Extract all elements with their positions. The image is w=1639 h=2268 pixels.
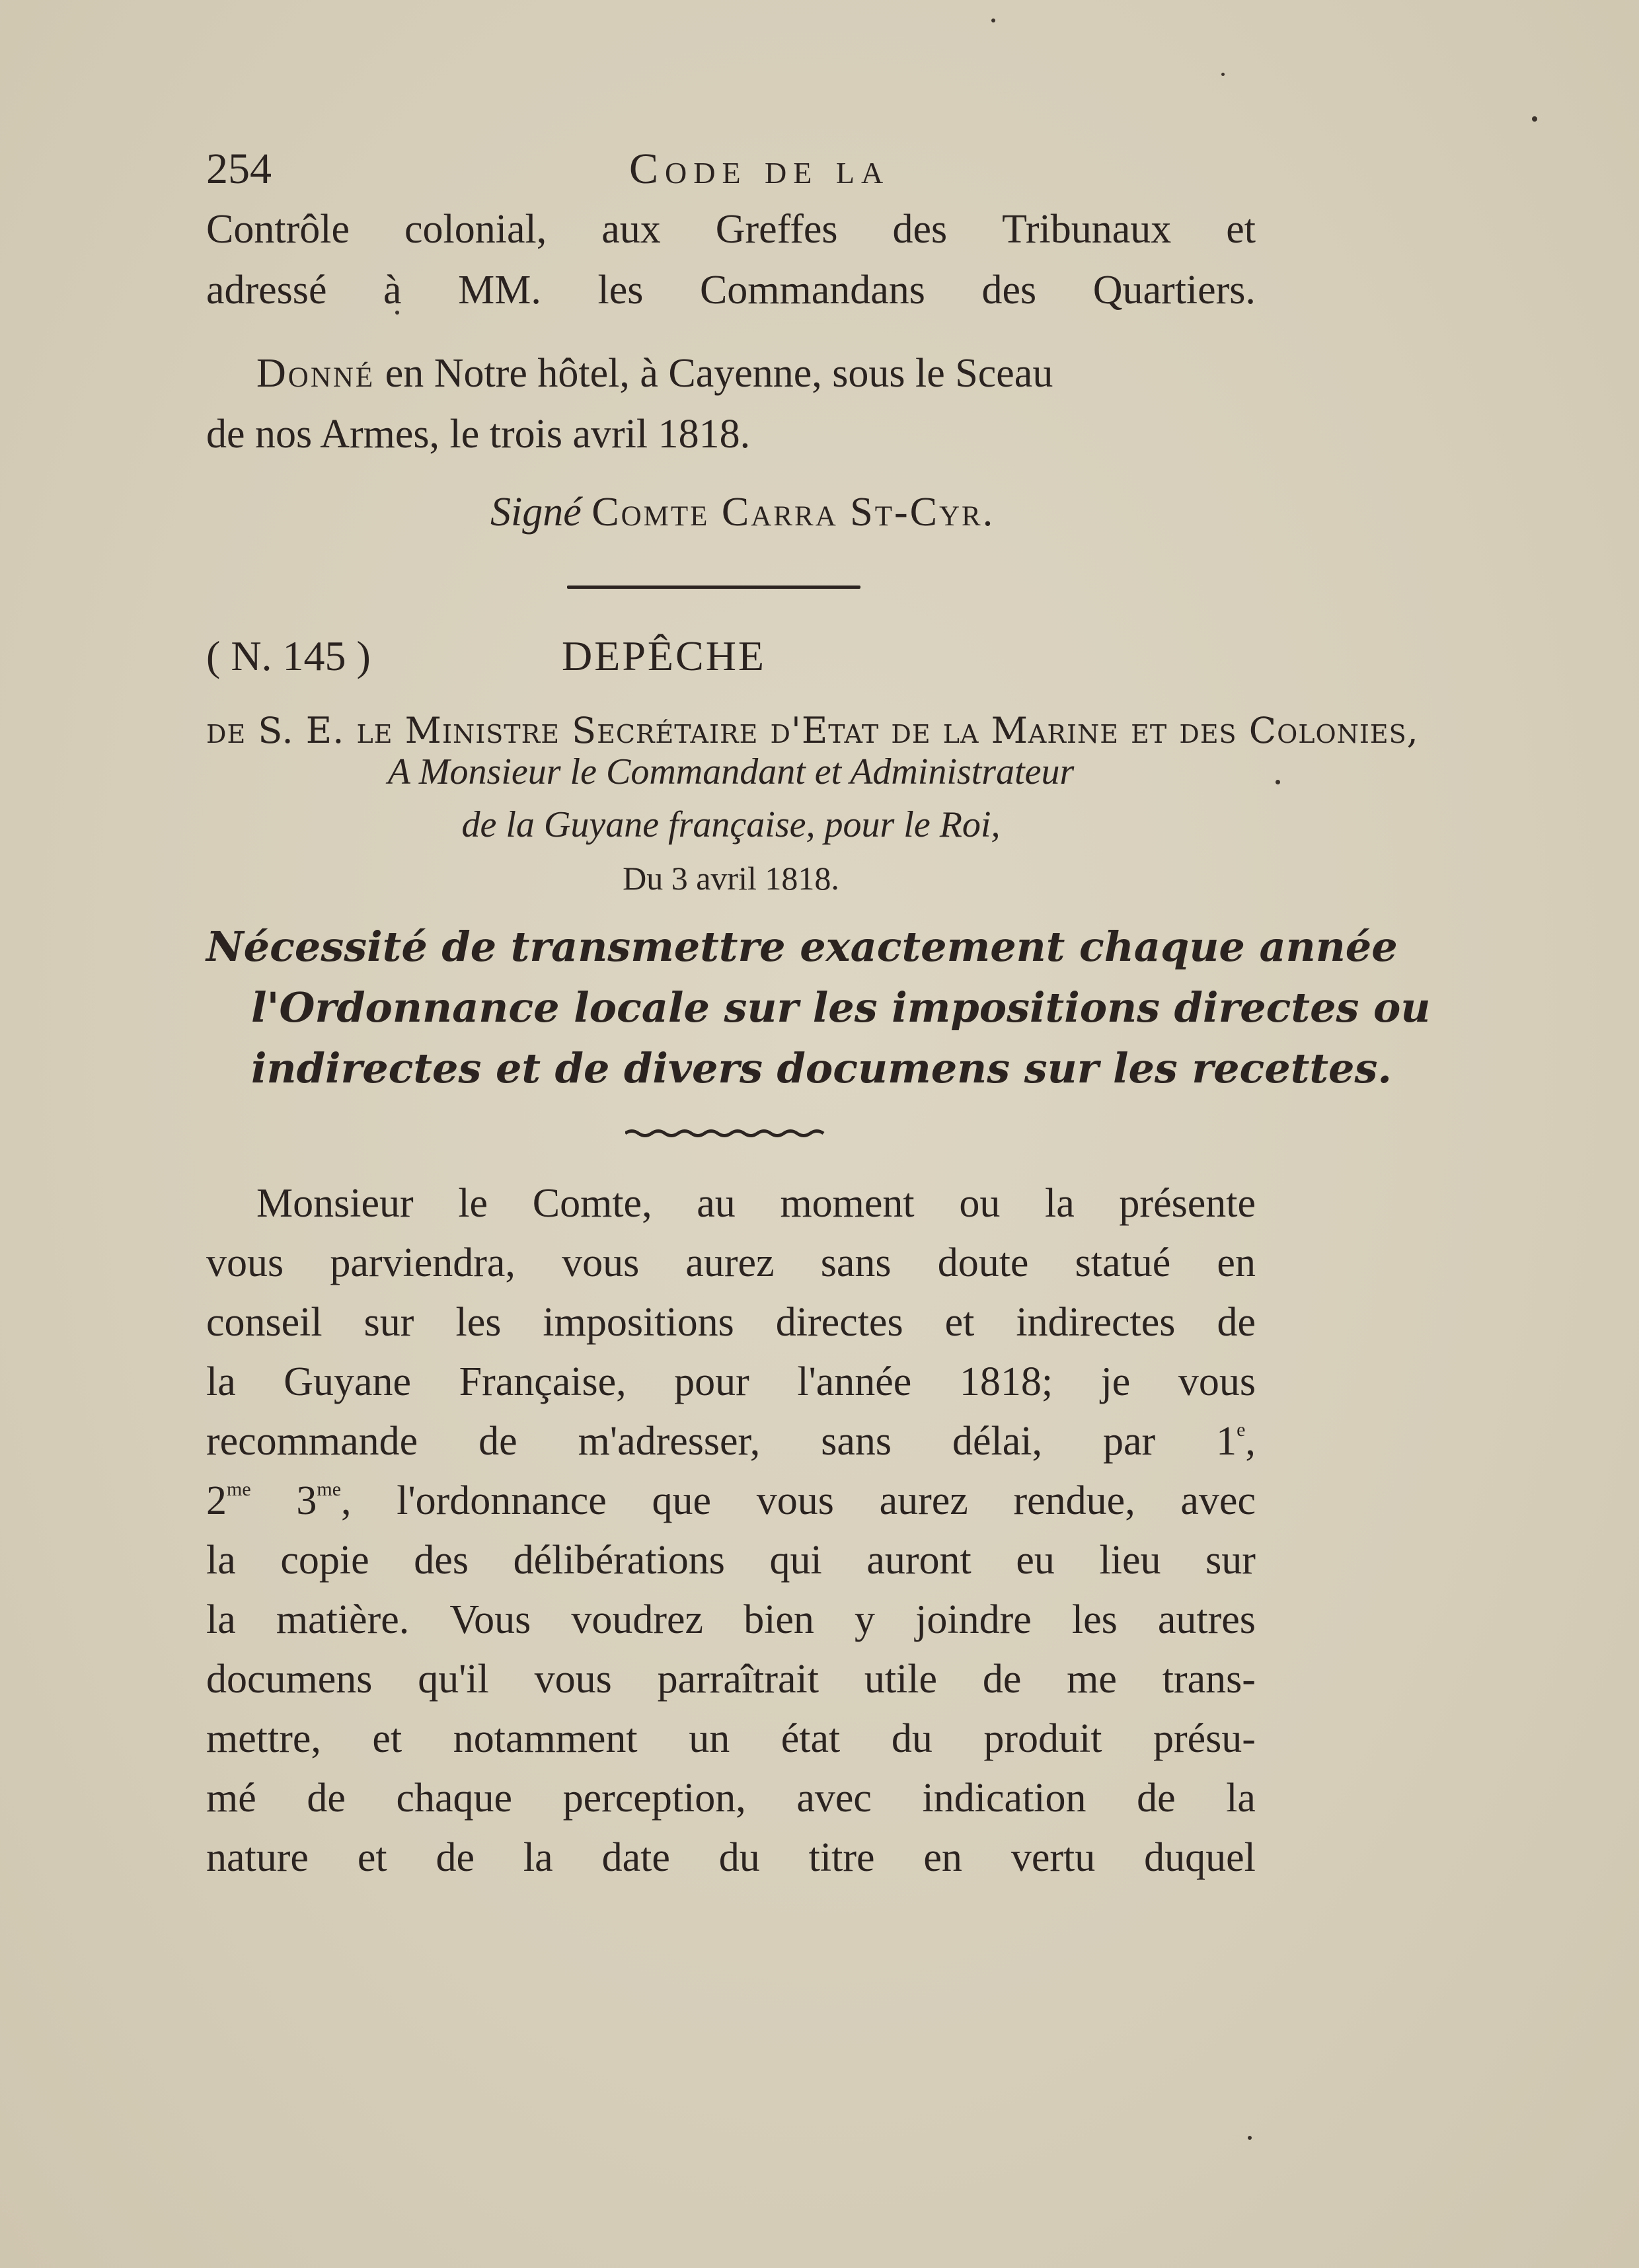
word: $2^{me}$ (206, 1478, 251, 1523)
word: duquel (1144, 1835, 1256, 1880)
dispatch-to: de la Guyane française, pour le Roi, (461, 804, 1001, 845)
word: doute (937, 1240, 1029, 1285)
dispatch-to: A Monsieur le Commandant et Administrateur (387, 751, 1075, 792)
word: les (1071, 1597, 1118, 1642)
word: présente (1119, 1181, 1256, 1226)
word: sur (1205, 1538, 1256, 1583)
word: l'ordonnance (397, 1478, 607, 1523)
word: vous (756, 1478, 834, 1523)
word: utile (864, 1657, 938, 1702)
word: indirectes (1016, 1300, 1176, 1345)
dispatch-from: de S. E. le Ministre Secrétaire d'Etat de la Marine et des Colonies, (206, 710, 1419, 751)
word: aurez (685, 1240, 775, 1285)
word: et (357, 1835, 387, 1880)
word: sur (363, 1300, 414, 1345)
word: en (923, 1835, 962, 1880)
word: de (1217, 1300, 1256, 1345)
body-line (206, 1359, 1256, 1406)
word: présu- (1153, 1716, 1256, 1761)
word: auront (866, 1538, 972, 1583)
text-line (206, 206, 1256, 253)
word: Greffes (715, 207, 838, 252)
word: m'adresser, (578, 1419, 761, 1464)
closing-line (206, 411, 1256, 458)
word: la (1045, 1181, 1075, 1226)
word: matière. (276, 1597, 410, 1642)
word: joindre (915, 1597, 1032, 1642)
word: mettre, (206, 1716, 321, 1761)
word: rendue, (1013, 1478, 1135, 1523)
word: délai, (952, 1419, 1042, 1464)
word: colonial, (404, 207, 547, 252)
word: de (982, 1657, 1022, 1702)
word: du (891, 1716, 933, 1761)
word: la (523, 1835, 553, 1880)
word: la (206, 1538, 236, 1583)
word: MM. (458, 268, 541, 313)
word: copie (280, 1538, 369, 1583)
body-line (206, 1537, 1256, 1584)
word: des (892, 207, 948, 252)
word: qu'il (418, 1657, 489, 1702)
page-number: 254 (206, 145, 272, 193)
word: sans (821, 1419, 892, 1464)
word: et (944, 1300, 975, 1345)
decorative-wave-rule (625, 1129, 827, 1138)
word: pour (674, 1359, 749, 1404)
word: Monsieur (256, 1181, 414, 1226)
summary-line: l'Ordonnance locale sur les impositions directes ou (251, 983, 1431, 1032)
word: de (436, 1835, 475, 1880)
word: de (307, 1776, 346, 1821)
word: y (855, 1597, 876, 1642)
dispatch-date: Du 3 avril 1818. (623, 860, 839, 897)
word: parraîtrait (657, 1657, 819, 1702)
paper-speck (991, 19, 995, 22)
word: la (206, 1359, 236, 1404)
word: le (458, 1181, 488, 1226)
word: les (455, 1300, 502, 1345)
word: la (206, 1597, 236, 1642)
word: des (414, 1538, 469, 1583)
dispatch-heading (206, 632, 1256, 681)
word: 1e, (1216, 1419, 1256, 1464)
word: les (597, 268, 644, 313)
section-rule (567, 586, 860, 589)
word: aurez (879, 1478, 968, 1523)
word: adressé (206, 268, 327, 313)
word: titre (808, 1835, 875, 1880)
closing-line (256, 350, 1256, 397)
word: directes (775, 1300, 903, 1345)
word: nature (206, 1835, 309, 1880)
body-line (206, 1834, 1256, 1881)
word: ou (959, 1181, 1001, 1226)
word: de (1137, 1776, 1176, 1821)
word: vous (534, 1657, 612, 1702)
word: Tribunaux (1002, 207, 1172, 252)
signature: Comte Carra St-Cyr. (591, 490, 995, 535)
word: date (601, 1835, 670, 1880)
word: Commandans (699, 268, 925, 313)
paper-speck (1532, 116, 1537, 122)
word: avec (1180, 1478, 1256, 1523)
body-line (206, 1775, 1256, 1822)
word: chaque (396, 1776, 513, 1821)
word: en (1217, 1240, 1256, 1285)
word: je (1100, 1359, 1131, 1404)
closing-text: de nos Armes, le trois avril 1818. (206, 412, 751, 457)
word: la (1226, 1776, 1256, 1821)
word: que (652, 1478, 712, 1523)
word: recommande (206, 1419, 418, 1464)
word: qui (769, 1538, 822, 1583)
word: trans- (1162, 1657, 1256, 1702)
word: produit (983, 1716, 1102, 1761)
body-line (206, 1656, 1256, 1703)
closing-text: en Notre hôtel, à Cayenne, sous le Sceau (385, 351, 1053, 396)
word: Quartiers. (1092, 268, 1256, 313)
word: délibérations (513, 1538, 725, 1583)
word: me (1067, 1657, 1117, 1702)
word: Vous (449, 1597, 531, 1642)
body-line (256, 1180, 1256, 1227)
text-line (206, 267, 1256, 314)
body-line (206, 1597, 1256, 1644)
word: et (1226, 207, 1256, 252)
word: l'année (797, 1359, 912, 1404)
word: bien (743, 1597, 814, 1642)
word: vous (562, 1240, 640, 1285)
signed-label: Signé (490, 490, 582, 535)
given-word: Donné (256, 351, 375, 396)
word: notamment (453, 1716, 638, 1761)
word: conseil (206, 1300, 323, 1345)
running-title: Code de la (629, 145, 890, 193)
word: Française, (459, 1359, 627, 1404)
word: par (1102, 1419, 1156, 1464)
word: un (689, 1716, 730, 1761)
word: documens (206, 1657, 373, 1702)
body-line (206, 1418, 1256, 1465)
word: aux (601, 207, 661, 252)
word: mé (206, 1776, 256, 1821)
word: eu (1016, 1538, 1055, 1583)
word: voudrez (571, 1597, 704, 1642)
word: Contrôle (206, 207, 350, 252)
word: perception, (562, 1776, 746, 1821)
word: à (383, 268, 402, 313)
word: au (697, 1181, 736, 1226)
summary-line: Nécessité de transmettre exactement chaque année (206, 923, 1398, 971)
paper-speck (1276, 780, 1280, 784)
paper-speck (1248, 2136, 1252, 2140)
word: vertu (1010, 1835, 1096, 1880)
word: état (781, 1716, 841, 1761)
body-line (206, 1478, 1256, 1525)
word: autres (1157, 1597, 1256, 1642)
running-head (206, 144, 1256, 194)
word: sans (820, 1240, 892, 1285)
word: indication (922, 1776, 1086, 1821)
summary-line: indirectes et de divers documens sur les recettes. (251, 1044, 1392, 1092)
word: de (478, 1419, 517, 1464)
word: vous (1178, 1359, 1256, 1404)
word: avec (796, 1776, 872, 1821)
word: 1818; (959, 1359, 1053, 1404)
word: parviendra, (330, 1240, 515, 1285)
body-line (206, 1240, 1256, 1287)
signature-line (490, 489, 1283, 536)
word: Guyane (284, 1359, 412, 1404)
word: Comte, (532, 1181, 652, 1226)
word: vous (206, 1240, 284, 1285)
word: lieu (1099, 1538, 1161, 1583)
body-line (206, 1716, 1256, 1762)
word: et (372, 1716, 402, 1761)
paper-speck (1221, 73, 1225, 76)
word: $3^{me}$, (296, 1478, 352, 1523)
word: moment (780, 1181, 915, 1226)
dispatch-title: DEPÊCHE (562, 632, 766, 679)
word: impositions (543, 1300, 734, 1345)
word: statué (1075, 1240, 1171, 1285)
word: des (981, 268, 1037, 313)
body-line (206, 1299, 1256, 1346)
dispatch-number: ( N. 145 ) (206, 632, 371, 679)
word: du (718, 1835, 760, 1880)
